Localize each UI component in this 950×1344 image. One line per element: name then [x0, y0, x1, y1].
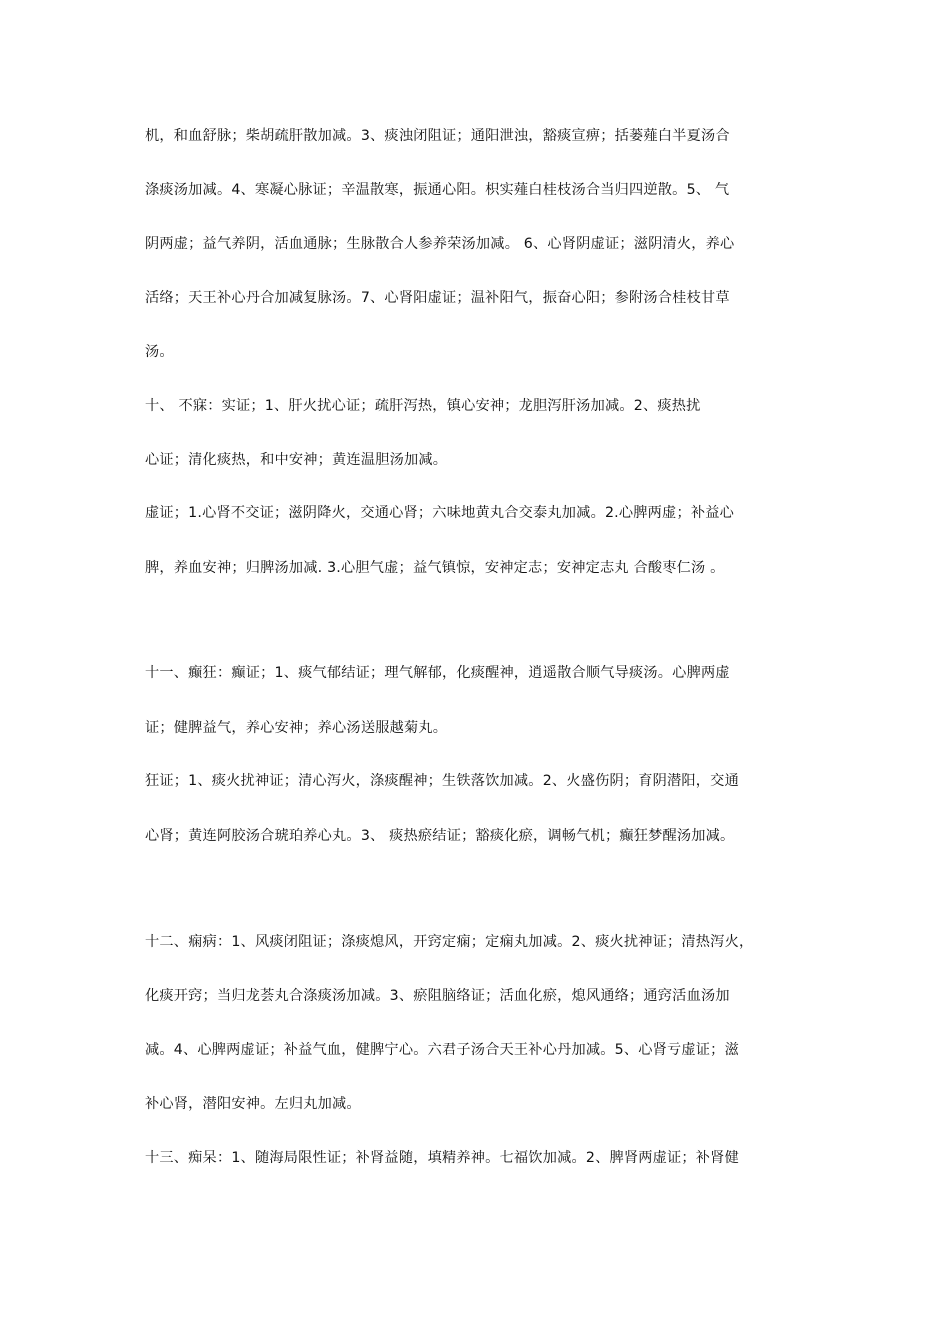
section-heading-line: 十一、癫狂：癫证；1、痰气郁结证；理气解郁，化痰醒神，逍遥散合顺气导痰汤。心脾两虚 — [145, 665, 730, 681]
text-line: 涤痰汤加减。4、寒凝心脉证；辛温散寒，振通心阳。枳实薤白桂枝汤合当归四逆散。5、 气 — [145, 182, 730, 198]
text-line: 化痰开窍；当归龙荟丸合涤痰汤加减。3、瘀阻脑络证；活血化瘀，熄风通络；通窍活血汤加 — [145, 988, 730, 1004]
text-line: 汤。 — [145, 344, 174, 360]
section-heading-line: 十三、痴呆：1、随海局限性证；补肾益随，填精养神。七福饮加减。2、脾肾两虚证；补肾健 — [145, 1150, 739, 1166]
section-heading-line: 十、 不寐：实证；1、肝火扰心证；疏肝泻热，镇心安神；龙胆泻肝汤加减。2、痰热扰 — [145, 398, 701, 414]
text-line: 狂证；1、痰火扰神证；清心泻火，涤痰醒神；生铁落饮加减。2、火盛伤阴；育阴潜阳，交通 — [145, 773, 739, 789]
text-line: 阴两虚；益气养阴，活血通脉；生脉散合人参养荣汤加减。 6、心肾阴虚证；滋阴清火，养心 — [145, 236, 735, 252]
text-line: 心证；清化痰热，和中安神；黄连温胆汤加减。 — [145, 452, 448, 468]
text-line: 虚证；1.心肾不交证；滋阴降火，交通心肾；六味地黄丸合交泰丸加减。2.心脾两虚；补益心 — [145, 505, 734, 521]
text-line: 证；健脾益气，养心安神；养心汤送服越菊丸。 — [145, 720, 448, 736]
text-line: 脾，养血安神；归脾汤加减. 3.心胆气虚；益气镇惊，安神定志；安神定志丸 合酸枣仁汤 。 — [145, 560, 725, 576]
text-line: 补心肾，潜阳安神。左归丸加减。 — [145, 1096, 361, 1112]
section-heading-line: 十二、痫病：1、风痰闭阻证；涤痰熄风，开窍定痫；定痫丸加减。2、痰火扰神证；清热泻火， — [145, 934, 754, 950]
text-line: 减。4、心脾两虚证；补益气血，健脾宁心。六君子汤合天王补心丹加减。5、心肾亏虚证；滋 — [145, 1042, 739, 1058]
text-line: 活络；天王补心丹合加减复脉汤。7、心肾阳虚证；温补阳气，振奋心阳；参附汤合桂枝甘草 — [145, 290, 730, 306]
text-line: 心肾；黄连阿胶汤合琥珀养心丸。3、 痰热瘀结证；豁痰化瘀，调畅气机；癫狂梦醒汤加减。 — [145, 828, 735, 844]
text-line: 机，和血舒脉；柴胡疏肝散加减。3、痰浊闭阻证；通阳泄浊，豁痰宣痹；括蒌薤白半夏汤合 — [145, 128, 730, 144]
